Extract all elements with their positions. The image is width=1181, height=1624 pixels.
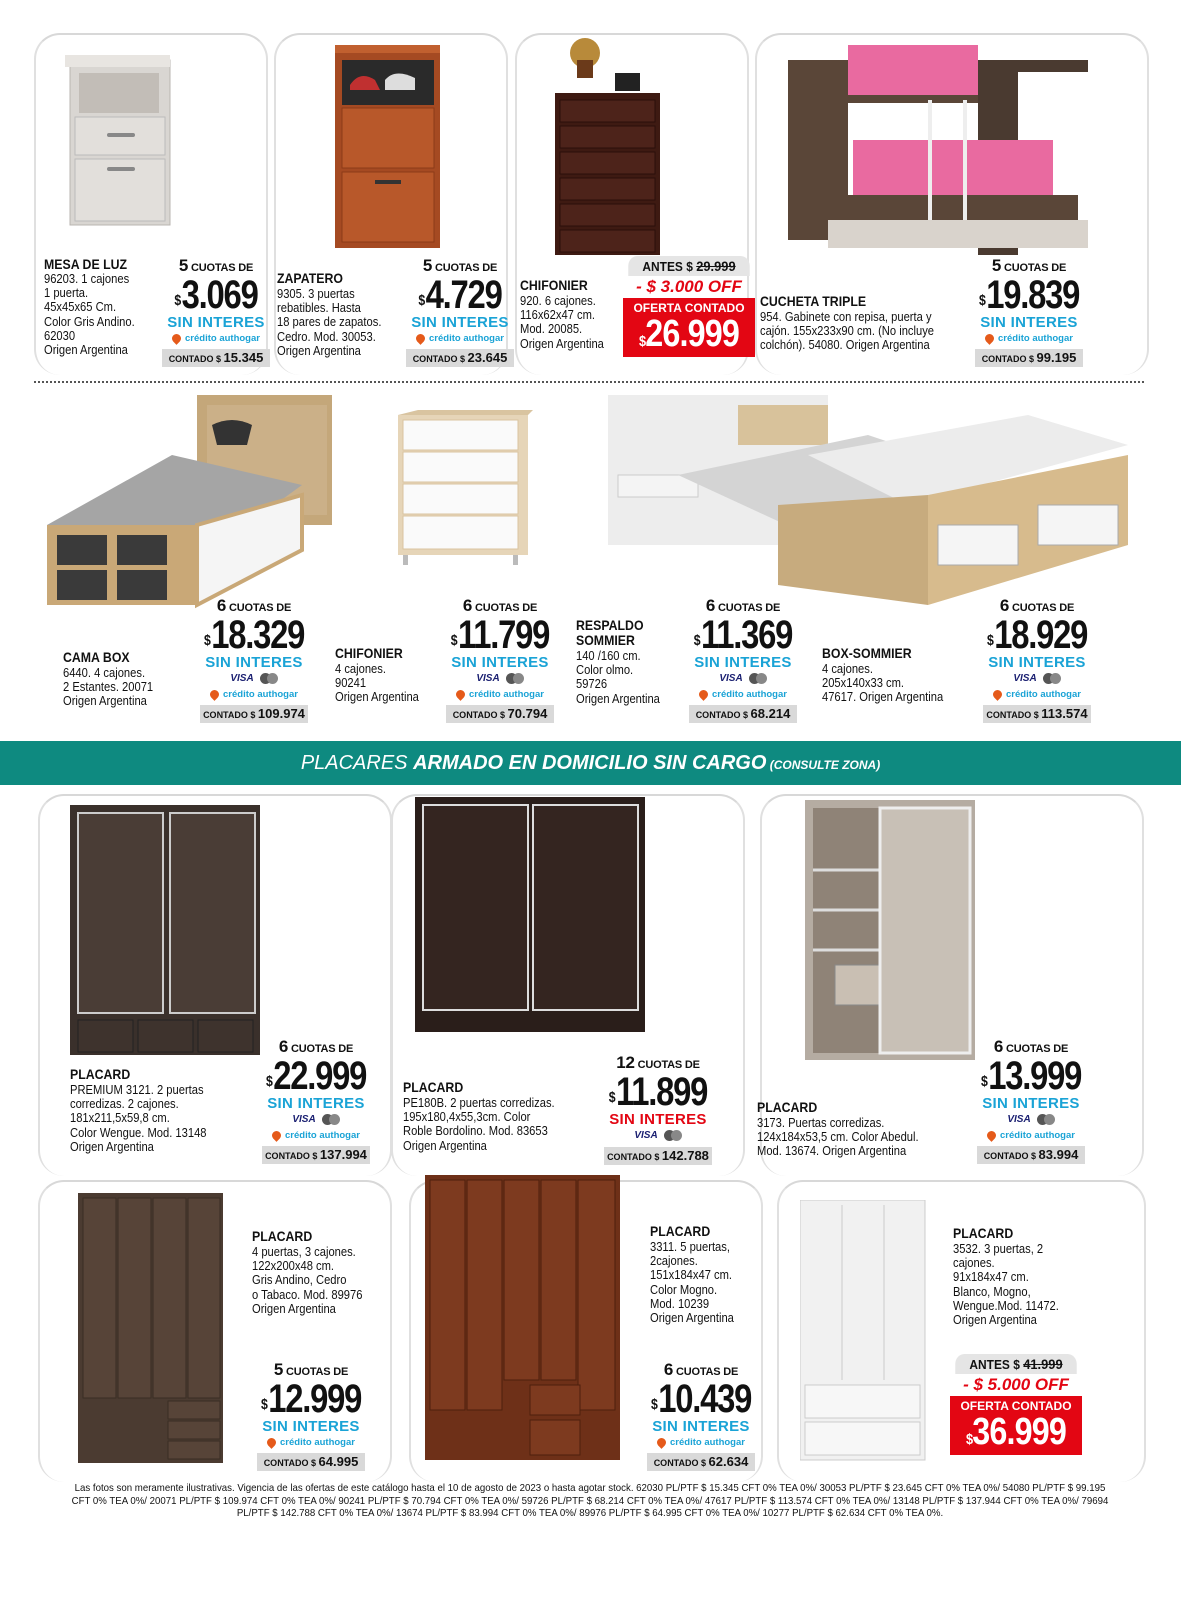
mastercard-icon xyxy=(1037,1114,1055,1125)
price-block xyxy=(439,596,561,723)
card-logos: VISA xyxy=(597,1128,719,1144)
credit-logo: crédito authogar xyxy=(155,331,277,346)
credit-logo: crédito authogar xyxy=(976,687,1098,702)
installment-price: $12.999 xyxy=(260,1377,362,1421)
cash-price: CONTADO $ 137.994 xyxy=(262,1146,370,1164)
previous-price: ANTES $ 41.999 xyxy=(955,1354,1076,1374)
card-logos: VISA xyxy=(976,671,1098,687)
mastercard-icon xyxy=(664,1130,682,1141)
cash-offer-box: OFERTA CONTADO $26.999 xyxy=(623,298,755,357)
installment-price: $22.999 xyxy=(265,1054,367,1098)
product-description: PREMIUM 3121. 2 puertas corredizas. 2 cajones. 181x211,5x59,8 cm. Color Wengue. Mod. 13148 Origen Argentina xyxy=(70,1082,207,1154)
product-description: 6440. 4 cajones. 2 Estantes. 20071 Origen Argentina xyxy=(63,665,154,709)
installments-label: 5 CUOTAS DE xyxy=(422,256,498,275)
discount-label: - $ 5.000 OFF xyxy=(963,1375,1069,1394)
installments-label: 6 CUOTAS DE xyxy=(999,596,1075,615)
product-description: 920. 6 cajones. 116x62x47 cm. Mod. 20085. Origen Argentina xyxy=(520,293,604,351)
mastercard-icon xyxy=(322,1114,340,1125)
card-logos: VISA xyxy=(439,671,561,687)
mastercard-icon xyxy=(260,673,278,684)
no-interest-label: SIN INTERES xyxy=(205,654,303,671)
bunk-bed-image xyxy=(788,40,1118,255)
product-description: 3532. 3 puertas, 2 cajones. 91x184x47 cm. Blanco, Mogno, Wengue.Mod. 11472. Origen Argentina xyxy=(953,1241,1059,1328)
price-block xyxy=(155,256,277,367)
installment-price: $10.439 xyxy=(650,1377,752,1421)
card-logos: VISA xyxy=(255,1112,377,1128)
no-interest-label: SIN INTERES xyxy=(982,1095,1080,1112)
installments-label: 5 CUOTAS DE xyxy=(273,1360,349,1379)
product-description: 3173. Puertas corredizas. 124x184x53,5 cm. Color Abedul. Mod. 13674. Origen Argentina xyxy=(757,1115,919,1159)
previous-price: ANTES $ 29.999 xyxy=(628,256,749,276)
product-description: 4 cajones. 205x140x33 cm. 47617. Origen Argentina xyxy=(822,661,944,705)
offer-block xyxy=(950,1354,1082,1455)
installments-label: 6 CUOTAS DE xyxy=(993,1037,1069,1056)
product-description: 4 cajones. 90241 Origen Argentina xyxy=(335,661,419,705)
cash-price: CONTADO $ 113.574 xyxy=(983,705,1091,723)
chest-of-drawers-image xyxy=(555,38,665,258)
price-block xyxy=(193,596,315,723)
cash-offer-box: OFERTA CONTADO $36.999 xyxy=(950,1396,1082,1455)
installment-price: $19.839 xyxy=(978,273,1080,317)
location-pin-icon xyxy=(991,688,1004,701)
installment-price: $3.069 xyxy=(174,273,258,317)
credit-logo: crédito authogar xyxy=(640,1435,762,1450)
price-block xyxy=(968,256,1090,367)
product-name: BOX-SOMMIER xyxy=(822,645,912,661)
cash-price: CONTADO $ 109.974 xyxy=(200,705,308,723)
location-pin-icon xyxy=(208,688,221,701)
installment-price: $18.329 xyxy=(203,613,305,657)
card-logos: VISA xyxy=(682,671,804,687)
cash-price: CONTADO $ 15.345 xyxy=(162,349,270,367)
card-logos: VISA xyxy=(193,671,315,687)
no-interest-label: SIN INTERES xyxy=(652,1418,750,1435)
price-block xyxy=(970,1037,1092,1164)
credit-logo: crédito authogar xyxy=(970,1128,1092,1143)
product-description: PE180B. 2 puertas corredizas. 195x180,4x55,3cm. Color Roble Bordolino. Mod. 83653 Origen Argentina xyxy=(403,1095,555,1153)
product-name: PLACARD xyxy=(650,1223,711,1239)
credit-logo: crédito authogar xyxy=(968,331,1090,346)
product-name: CAMA BOX xyxy=(63,649,130,665)
offer-block xyxy=(623,256,755,357)
product-name: ZAPATERO xyxy=(277,270,343,286)
product-description: 96203. 1 cajones 1 puerta. 45x45x65 Cm. Color Gris Andino. 62030 Origen Argentina xyxy=(44,271,135,358)
product-description: 954. Gabinete con repisa, puerta y cajón. 155x233x90 cm. (No incluye colchón). 54080. Origen Argentina xyxy=(760,309,935,353)
cash-price: CONTADO $ 83.994 xyxy=(977,1146,1085,1164)
installment-price: $11.799 xyxy=(450,613,550,657)
installment-price: $11.369 xyxy=(693,613,793,657)
cash-price: CONTADO $ 68.214 xyxy=(689,705,797,723)
mastercard-icon xyxy=(1043,673,1061,684)
installments-label: 5 CUOTAS DE xyxy=(991,256,1067,275)
product-description: 140 /160 cm. Color olmo. 59726 Origen Argentina xyxy=(576,648,660,706)
price-block xyxy=(976,596,1098,723)
divider xyxy=(34,381,1144,383)
product-name: PLACARD xyxy=(252,1228,313,1244)
credit-logo: crédito authogar xyxy=(682,687,804,702)
product-name: CHIFONIER xyxy=(335,645,403,661)
installment-price: $11.899 xyxy=(608,1070,708,1114)
no-interest-label: SIN INTERES xyxy=(451,654,549,671)
product-description: 4 puertas, 3 cajones. 122x200x48 cm. Gris Andino, Cedro o Tabaco. Mod. 89976 Origen Argentina xyxy=(252,1244,363,1316)
legal-footer: Las fotos son meramente ilustrativas. Vigencia de las ofertas de este catálogo hasta el 10 de agosto de 2023 o hasta agotar stock. 62030 PL/PTF $ 15.345 CFT 0% TEA 0%/ 30053 PL/PTF $ 23.645 CFT 0% TEA 0%/ 54080 PL/PTF $ 99.195 CFT 0% TEA 0%/ 20071 PL/PTF $ 109.974 CFT 0% TEA 0%/ 90241 PL/PTF $ 70.794 CFT 0% TEA 0%/ 59726 PL/PTF $ 68.214 CFT 0% TEA 0%/ 47617 PL/PTF $ 113.574 CFT 0% TEA 0%/ 13148 PL/PTF $ 137.944 CFT 0% TEA 0%/ 79694 PL/PTF $ 142.788 CFT 0% TEA 0%/ 13674 PL/PTF $ 83.994 CFT 0% TEA 0%/ 89976 PL/PTF $ 64.995 CFT 0% TEA 0%/ 10277 PL/PTF $ 62.634 CFT 0% TEA 0%. xyxy=(71,1482,1109,1519)
location-pin-icon xyxy=(414,332,427,345)
sliding-wardrobe-dark-image xyxy=(415,797,650,1037)
mastercard-icon xyxy=(749,673,767,684)
location-pin-icon xyxy=(697,688,710,701)
credit-logo: crédito authogar xyxy=(399,331,521,346)
credit-logo: crédito authogar xyxy=(439,687,561,702)
cash-price: CONTADO $ 64.995 xyxy=(257,1453,365,1471)
no-interest-label: SIN INTERES xyxy=(167,314,265,331)
section-banner: PLACARES ARMADO EN DOMICILIO SIN CARGO (CONSULTE ZONA) xyxy=(0,741,1181,785)
box-bed-image xyxy=(42,395,337,610)
installments-label: 5 CUOTAS DE xyxy=(178,256,254,275)
cash-price: CONTADO $ 23.645 xyxy=(406,349,514,367)
credit-logo: crédito authogar xyxy=(250,1435,372,1450)
installment-price: $13.999 xyxy=(980,1054,1082,1098)
installments-label: 6 CUOTAS DE xyxy=(705,596,781,615)
no-interest-label: SIN INTERES xyxy=(411,314,509,331)
nightstand-image xyxy=(65,55,180,230)
product-description: 3311. 5 puertas, 2cajones. 151x184x47 cm. Color Mogno. Mod. 10239 Origen Argentina xyxy=(650,1239,734,1326)
mastercard-icon xyxy=(506,673,524,684)
price-block xyxy=(250,1360,372,1471)
credit-logo: crédito authogar xyxy=(193,687,315,702)
cash-price: CONTADO $ 142.788 xyxy=(604,1147,712,1165)
installments-label: 12 CUOTAS DE xyxy=(616,1053,700,1072)
installments-label: 6 CUOTAS DE xyxy=(216,596,292,615)
location-pin-icon xyxy=(454,688,467,701)
installments-label: 6 CUOTAS DE xyxy=(278,1037,354,1056)
product-name: PLACARD xyxy=(757,1099,818,1115)
location-pin-icon xyxy=(270,1129,283,1142)
product-name: PLACARD xyxy=(70,1066,131,1082)
location-pin-icon xyxy=(655,1436,668,1449)
discount-label: - $ 3.000 OFF xyxy=(636,277,742,296)
product-name: MESA DE LUZ xyxy=(44,256,128,272)
product-name: CUCHETA TRIPLE xyxy=(760,293,867,309)
cash-price: CONTADO $ 99.195 xyxy=(975,349,1083,367)
five-door-wardrobe-image xyxy=(425,1175,625,1465)
product-description: 9305. 3 puertas rebatibles. Hasta 18 pares de zapatos. Cedro. Mod. 30053. Origen Argentina xyxy=(277,286,382,358)
cash-price: CONTADO $ 70.794 xyxy=(446,705,554,723)
no-interest-label: SIN INTERES xyxy=(980,314,1078,331)
location-pin-icon xyxy=(985,1129,998,1142)
white-chest-image xyxy=(393,410,538,570)
shoe-rack-image xyxy=(330,40,445,250)
no-interest-label: SIN INTERES xyxy=(267,1095,365,1112)
installments-label: 6 CUOTAS DE xyxy=(462,596,538,615)
product-name: RESPALDO SOMMIER xyxy=(576,617,644,648)
no-interest-label: SIN INTERES xyxy=(262,1418,360,1435)
installment-price: $4.729 xyxy=(418,273,502,317)
bedroom-set-image xyxy=(608,395,1133,610)
no-interest-label: SIN INTERES xyxy=(609,1111,707,1128)
wardrobe-light-image xyxy=(805,800,980,1065)
product-name: PLACARD xyxy=(403,1079,464,1095)
location-pin-icon xyxy=(265,1436,278,1449)
product-name: PLACARD xyxy=(953,1225,1014,1241)
credit-logo: crédito authogar xyxy=(255,1128,377,1143)
installment-price: $18.929 xyxy=(986,613,1088,657)
no-interest-label: SIN INTERES xyxy=(988,654,1086,671)
cash-price: CONTADO $ 62.634 xyxy=(647,1453,755,1471)
location-pin-icon xyxy=(983,332,996,345)
installments-label: 6 CUOTAS DE xyxy=(663,1360,739,1379)
price-block xyxy=(597,1053,719,1165)
four-door-wardrobe-image xyxy=(78,1193,228,1468)
product-name: CHIFONIER xyxy=(520,277,588,293)
no-interest-label: SIN INTERES xyxy=(694,654,792,671)
price-block xyxy=(682,596,804,723)
price-block xyxy=(399,256,521,367)
price-block xyxy=(640,1360,762,1471)
location-pin-icon xyxy=(170,332,183,345)
sliding-wardrobe-image xyxy=(70,805,270,1060)
price-block xyxy=(255,1037,377,1164)
white-wardrobe-image xyxy=(800,1200,930,1465)
card-logos: VISA xyxy=(970,1112,1092,1128)
